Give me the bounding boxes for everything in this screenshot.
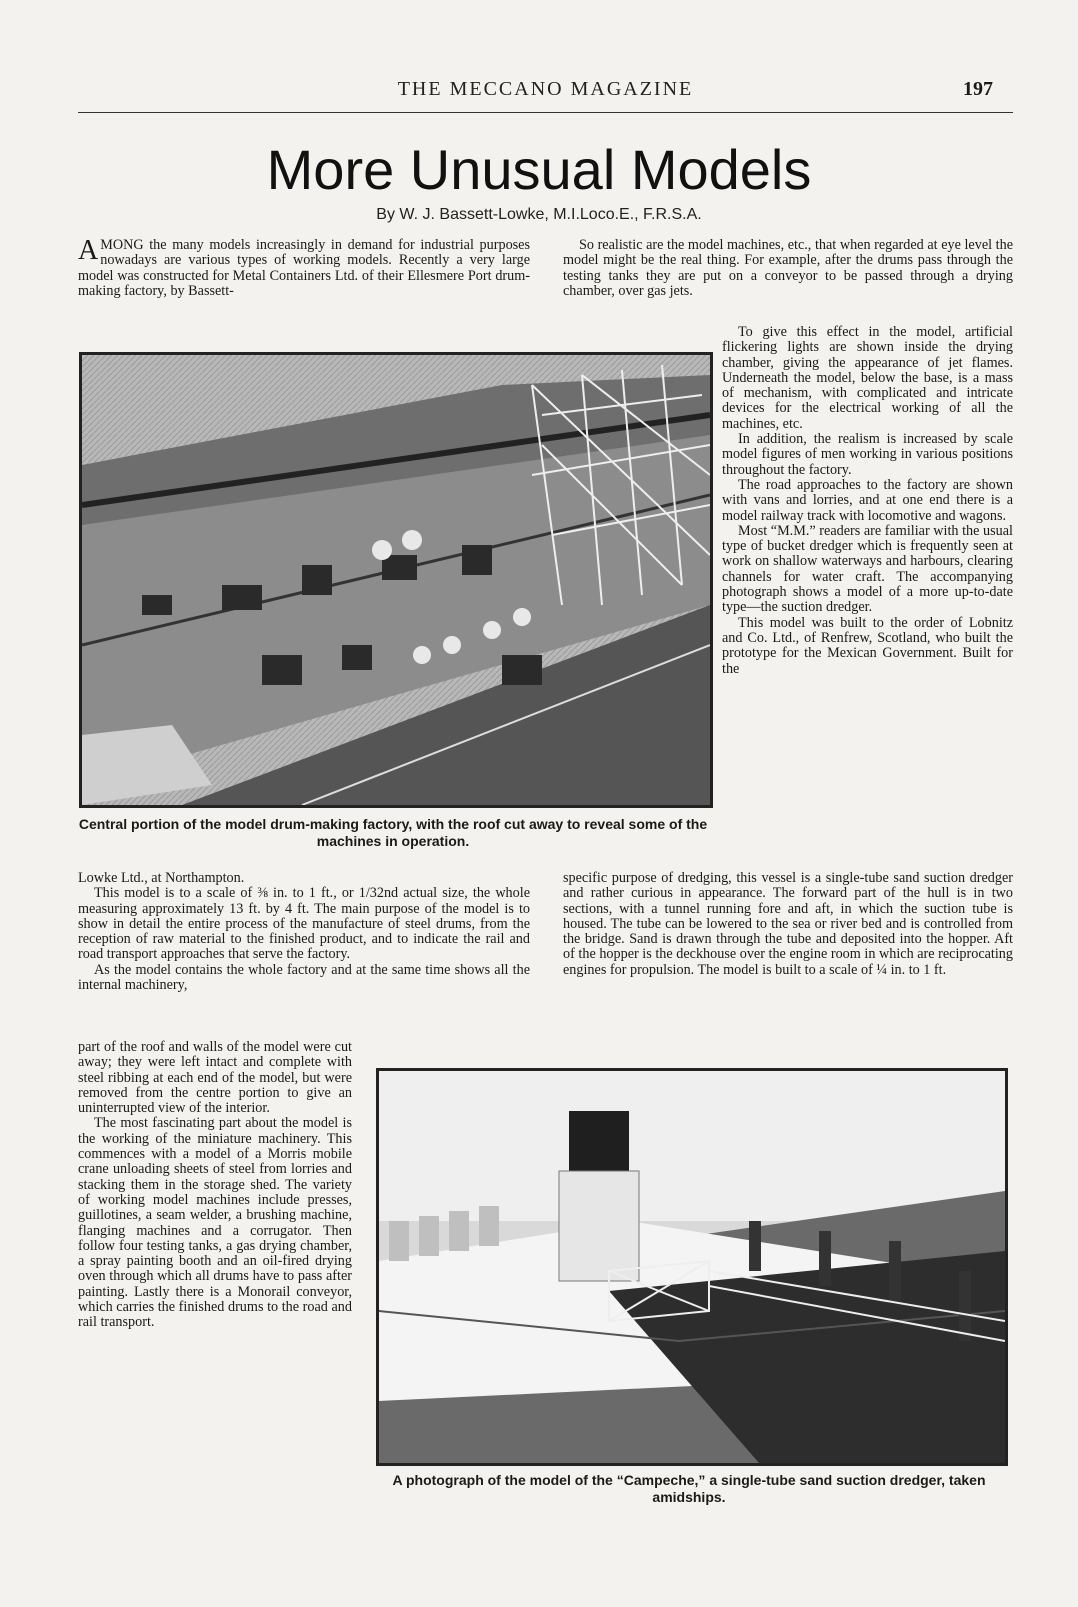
article-title: More Unusual Models	[266, 138, 812, 201]
intro-paragraph: AMONG the many models increasingly in demand for industrial purposes nowadays are various types of working models. Recently a very large model was constructed for Metal Containers Ltd. of their Ellesmere Port drum-making factory, by Bassett-	[78, 235, 530, 299]
page-number: 197	[963, 78, 993, 100]
narrow-column-text: part of the roof and walls of the model were cut away; they were left intact and complete with steel ribbing at each end of the model, but were removed from the centre portion to give an uninterrupted view of the interior. The most fascinating part about the model is the working of the miniature machinery. This commences with a model of a Morris mobile crane unloading sheets of steel from lorries and stacking them in the storage shed. The variety of working model machines include presses, guillotines, a seam welder, a brushing machine, flanging machines and a corrugator. Then follow four testing tanks, a gas drying chamber, a spray painting booth and an oil-fired drying oven through which all drums have to pass after painting. Lastly there is a Monorail conveyor, which carries the finished drums to the road and rail transport.	[78, 1039, 352, 1331]
dredger-model-photo	[376, 1068, 1008, 1466]
drop-cap: A	[78, 235, 99, 266]
magazine-name: THE MECCANO MAGAZINE	[397, 78, 694, 100]
factory-photo-caption: Central portion of the model drum-making factory, with the roof cut away to reveal some of the machines in operation.	[78, 816, 708, 849]
factory-model-photo	[79, 352, 713, 808]
column2-intro-paragraph: So realistic are the model machines, etc., that when regarded at eye level the model might be the real thing. For example, after the drums pass through the testing tanks they are put on a conveyor to be passed through a drying chamber, over gas jets.	[563, 237, 1013, 299]
column2-mid-text: specific purpose of dredging, this vessel is a single-tube sand suction dredger and rather curious in appearance. The forward part of the hull is in two sections, with a tunnel running fore and aft, in which the suction tube is housed. The tube can be lowered to the sea or river bed and is controlled from the bridge. Sand is drawn through the tube and deposited into the hopper. Aft of the hopper is the deckhouse over the engine room in which are reciprocating engines for propulsion. The model is built to a scale of ¼ in. to 1 ft.	[563, 870, 1013, 978]
column1-mid-text: Lowke Ltd., at Northampton. This model is to a scale of ⅜ in. to 1 ft., or 1/32nd actual size, the whole measuring approximately 13 ft. by 4 ft. The main purpose of the model is to show in detail the entire process of the manufacture of steel drums, from the reception of raw material to the finished product, and to indicate the rail and road transport approaches that serve the factory. As the model contains the whole factory and at the same time shows all the internal machinery,	[78, 870, 530, 994]
page-header	[78, 74, 1013, 113]
right-column-text: To give this effect in the model, artificial flickering lights are shown inside the drying chamber, giving the appearance of jet flames. Underneath the model, below the base, is a mass of mechanism, with complicated and intricate devices for the electrical working of all the machines, etc. In addition, the realism is increased by scale model figures of men working in various positions throughout the factory. The road approaches to the factory are shown with vans and lorries, and at one end there is a model railway track with locomotive and wagons. Most “M.M.” readers are familiar with the usual type of bucket dredger which is frequently seen at work on shallow waterways and harbours, clearing channels for water craft. The accompanying photograph shows a model of a more up-to-date type—the suction dredger. This model was built to the order of Lobnitz and Co. Ltd., of Renfrew, Scotland, who built the prototype for the Mexican Government. Built for the	[722, 324, 1013, 677]
dredger-photo-caption: A photograph of the model of the “Campeche,” a single-tube sand suction dredger, taken amidships.	[392, 1472, 986, 1505]
article-byline: By W. J. Bassett-Lowke, M.I.Loco.E., F.R.S.A.	[376, 206, 702, 223]
